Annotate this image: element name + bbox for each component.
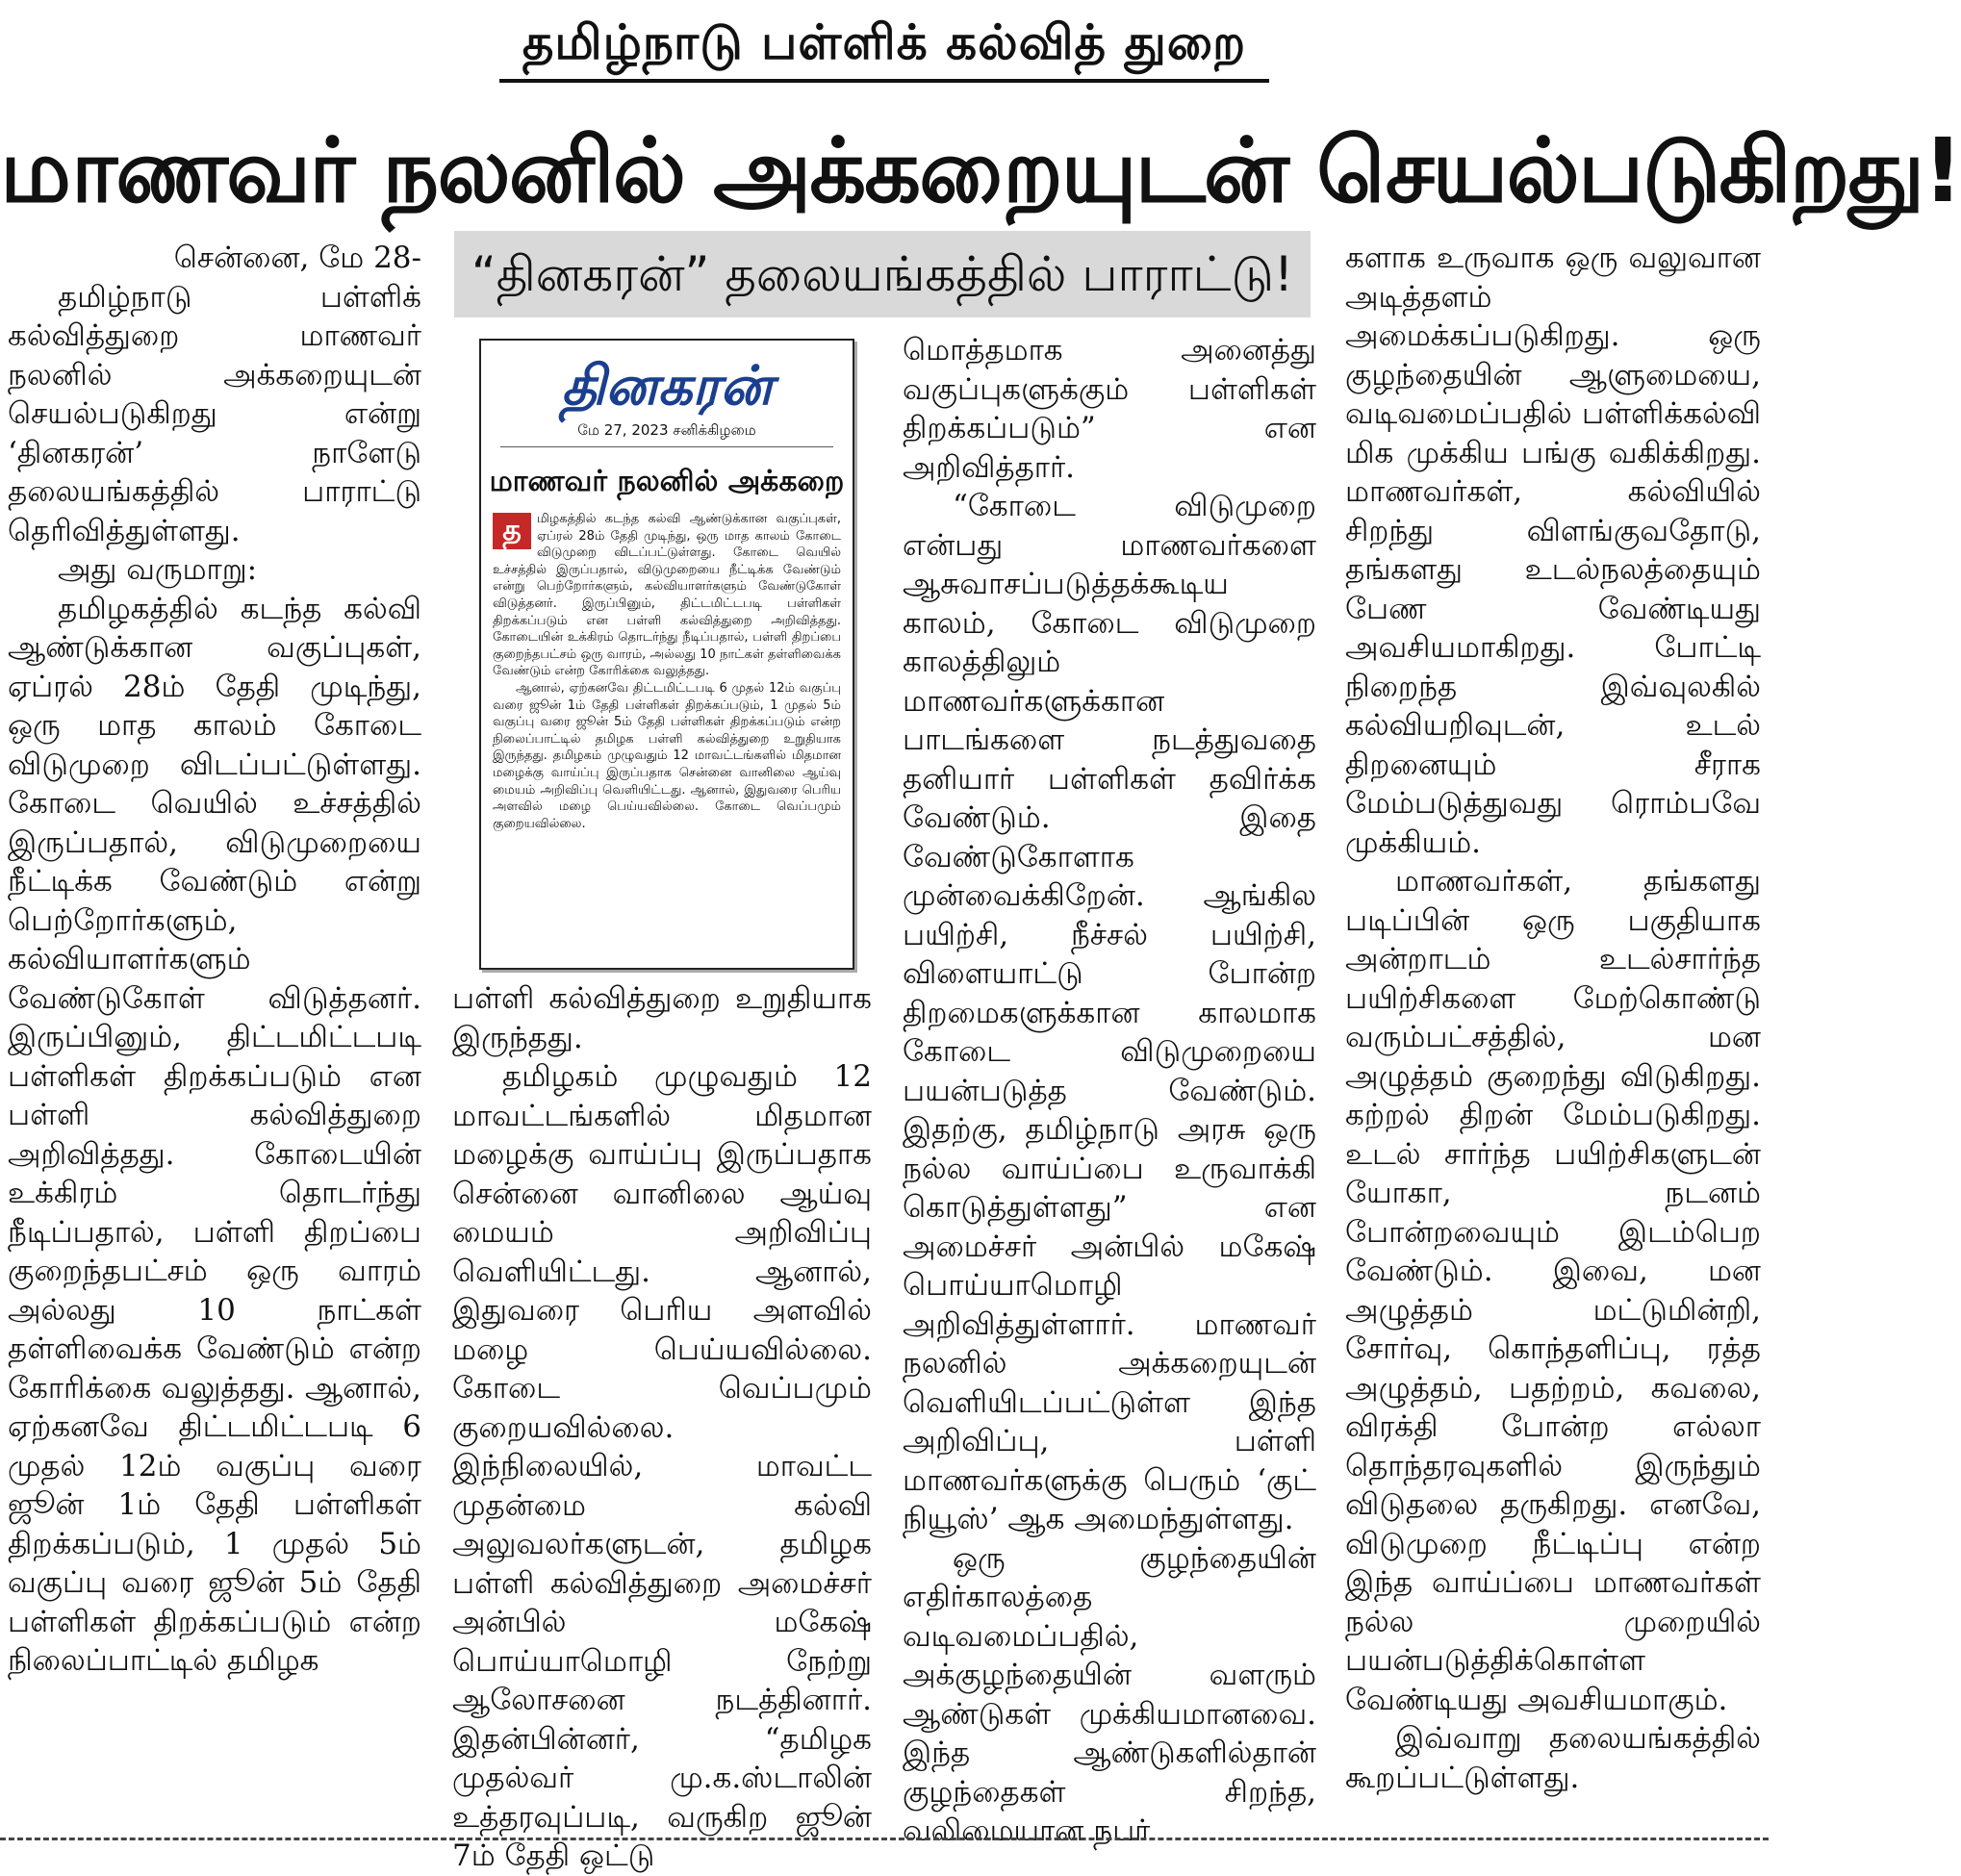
main-headline: மாணவர் நலனில் அக்கறையுடன் செயல்படுகிறது! [0, 119, 1961, 222]
kicker-text: தமிழ்நாடு பள்ளிக் கல்வித் துறை [499, 12, 1269, 83]
column-paragraph: ஒரு குழந்தையின் எதிர்காலத்தை வடிவமைப்பதில், அக்குழந்தையின் வளரும் ஆண்டுகள் முக்கியமானவை. இந்த ஆண்டுகளில்தான் குழந்தைகள் சிறந்த, வலிமையான நபர் [903, 1540, 1316, 1848]
subheadline-banner: “தினகரன்” தலையங்கத்தில் பாராட்டு! [454, 231, 1311, 317]
column-paragraph: அது வருமாறு: [58, 552, 258, 587]
clipping-title: மாணவர் நலனில் அக்கறை [489, 465, 845, 498]
article-column-3 [903, 331, 1316, 1848]
clipping-date: மே 27, 2023 சனிக்கிழமை [500, 421, 833, 447]
article-column-4 [1345, 239, 1761, 1826]
clipping-dropcap: த [493, 513, 531, 549]
section-kicker [0, 12, 1769, 83]
column-paragraph: பள்ளி கல்வித்துறை உறுதியாக இருந்தது. [452, 981, 872, 1055]
column-paragraph: “கோடை விடுமுறை என்பது மாணவர்களை ஆசுவாசப்படுத்தக்கூடிய காலம், கோடை விடுமுறை காலத்திலும் மாணவர்களுக்கான பாடங்களை நடத்துவதை தனியார் பள்ளிகள் தவிர்க்க வேண்டும். இதை வேண்டுகோளாக முன்வைக்கிறேன். ஆங்கில பயிற்சி, நீச்சல் பயிற்சி, விளையாட்டு போன்ற திறமைகளுக்கான காலமாக கோடை விடுமுறையை பயன்படுத்த வேண்டும். இதற்கு, தமிழ்நாடு அரசு ஒரு நல்ல வாய்ப்பை உருவாக்கி கொடுத்துள்ளது” என அமைச்சர் அன்பில் மகேஷ் பொய்யாமொழி அறிவித்துள்ளார். மாணவர் நலனில் அக்கறையுடன் வெளியிடப்பட்டுள்ள இந்த அறிவிப்பு, பள்ளி மாணவர்களுக்கு பெரும் ‘குட் நியூஸ்’ ஆக அமைந்துள்ளது. [903, 489, 1316, 1536]
clipping-paragraph: மிழகத்தில் கடந்த கல்வி ஆண்டுக்கான வகுப்புகள், ஏப்ரல் 28ம் தேதி முடிந்து, ஒரு மாத காலம் கோடை விடுமுறை விடப்பட்டுள்ளது. கோடை வெயில் உச்சத்தில் இருப்பதால், விடுமுறையை நீட்டிக்க வேண்டும் என்று பெற்றோர்களும், கல்வியாளர்களும் வேண்டுகோள் விடுத்தனர். இருப்பினும், திட்டமிட்டபடி பள்ளிகள் திறக்கப்படும் என பள்ளி கல்வித்துறை அறிவித்தது. கோடையின் உக்கிரம் தொடர்ந்து நீடிப்பதால், பள்ளி திறப்பை குறைந்தபட்சம் ஒரு வாரம், அல்லது 10 நாட்கள் தள்ளிவைக்க வேண்டும் என்ற கோரிக்கை வலுத்தது. [493, 512, 841, 679]
column-paragraph: களாக உருவாக ஒரு வலுவான அடித்தளம் அமைக்கப்படுகிறது. ஒரு குழந்தையின் ஆளுமையை, வடிவமைப்பதில் பள்ளிக்கல்வி மிக முக்கிய பங்கு வகிக்கிறது. மாணவர்கள், கல்வியில் சிறந்து விளங்குவதோடு, தங்களது உடல்நலத்தையும் பேண வேண்டியது அவசியமாகிறது. போட்டி நிறைந்த இவ்வுலகில் கல்வியறிவுடன், உடல் திறனையும் சீராக மேம்படுத்துவது ரொம்பவே முக்கியம். [1345, 241, 1761, 860]
article-column-1 [8, 239, 421, 1826]
column-paragraph: மாணவர்கள், தங்களது படிப்பின் ஒரு பகுதியாக அன்றாடம் உடல்சார்ந்த பயிற்சிகளை மேற்கொண்டு வரும்பட்சத்தில், மன அழுத்தம் குறைந்து விடுகிறது. கற்றல் திறன் மேம்படுகிறது. உடல் சார்ந்த பயிற்சிகளுடன் யோகா, நடனம் போன்றவையும் இடம்பெற வேண்டும். இவை, மன அழுத்தம் மட்டுமின்றி, சோர்வு, கொந்தளிப்பு, ரத்த அழுத்தம், பதற்றம், கவலை, விரக்தி போன்ற எல்லா தொந்தரவுகளில் இருந்தும் விடுதலை தருகிறது. எனவே, விடுமுறை நீட்டிப்பு என்ற இந்த வாய்ப்பை மாணவர்கள் நல்ல முறையில் பயன்படுத்திக்கொள்ள வேண்டியது அவசியமாகும். [1345, 864, 1761, 1717]
clipping-body [493, 511, 841, 832]
clipping-masthead-logo: தினகரன் [561, 355, 773, 418]
clipping-paragraph: ஆனால், ஏற்கனவே திட்டமிட்டபடி 6 முதல் 12ம் வகுப்பு வரை ஜூன் 1ம் தேதி பள்ளிகள் திறக்கப்படும், 1 முதல் 5ம் வகுப்பு வரை ஜூன் 5ம் தேதி பள்ளிகள் திறக்கப்படும் என்ற நிலைப்பாட்டில் தமிழக பள்ளி கல்வித்துறை உறுதியாக இருந்தது. தமிழகம் முழுவதும் 12 மாவட்டங்களில் மிதமான மழைக்கு வாய்ப்பு இருப்பதாக சென்னை வானிலை ஆய்வு மையம் அறிவிப்பு வெளியிட்டது. ஆனால், இதுவரை பெரிய அளவில் மழை பெய்யவில்லை. கோடை வெப்பமும் குறையவில்லை. [493, 680, 841, 831]
column-paragraph: தமிழ்நாடு பள்ளிக் கல்வித்துறை மாணவர் நலனில் அக்கறையுடன் செயல்படுகிறது என்று ‘தினகரன்’ நாளேடு தலையங்கத்தில் பாராட்டு தெரிவித்துள்ளது. [8, 279, 421, 548]
column-paragraph: இவ்வாறு தலையங்கத்தில் கூறப்பட்டுள்ளது. [1345, 1721, 1761, 1795]
article-column-2 [452, 979, 872, 1873]
column-paragraph: மொத்தமாக அனைத்து வகுப்புகளுக்கும் பள்ளிகள் திறக்கப்படும்” என அறிவித்தார். [903, 333, 1316, 485]
footer-dashed-rule [0, 1838, 1769, 1840]
newspaper-clipping-image [479, 339, 854, 970]
column-paragraph: தமிழகம் முழுவதும் 12 மாவட்டங்களில் மிதமான மழைக்கு வாய்ப்பு இருப்பதாக சென்னை வானிலை ஆய்வு மையம் அறிவிப்பு வெளியிட்டது. ஆனால், இதுவரை பெரிய அளவில் மழை பெய்யவில்லை. கோடை வெப்பமும் குறையவில்லை. இந்நிலையில், மாவட்ட முதன்மை கல்வி அலுவலர்களுடன், தமிழக பள்ளி கல்வித்துறை அமைச்சர் அன்பில் மகேஷ் பொய்யாமொழி நேற்று ஆலோசனை நடத்தினார். இதன்பின்னர், “தமிழக முதல்வர் மு.க.ஸ்டாலின் உத்தரவுப்படி, வருகிற ஜூன் 7ம் தேதி ஒட்டு [452, 1059, 872, 1873]
dateline: சென்னை, மே 28- [173, 241, 421, 275]
column-paragraph: தமிழகத்தில் கடந்த கல்வி ஆண்டுக்கான வகுப்புகள், ஏப்ரல் 28ம் தேதி முடிந்து, ஒரு மாத காலம் கோடை விடுமுறை விடப்பட்டுள்ளது. கோடை வெயில் உச்சத்தில் இருப்பதால், விடுமுறையை நீட்டிக்க வேண்டும் என்று பெற்றோர்களும், கல்வியாளர்களும் வேண்டுகோள் விடுத்தனர். இருப்பினும், திட்டமிட்டபடி பள்ளிகள் திறக்கப்படும் என பள்ளி கல்வித்துறை அறிவித்தது. கோடையின் உக்கிரம் தொடர்ந்து நீடிப்பதால், பள்ளி திறப்பை குறைந்தபட்சம் ஒரு வாரம் அல்லது 10 நாட்கள் தள்ளிவைக்க வேண்டும் என்ற கோரிக்கை வலுத்தது. ஆனால், ஏற்கனவே திட்டமிட்டபடி 6 முதல் 12ம் வகுப்பு வரை ஜூன் 1ம் தேதி பள்ளிகள் திறக்கப்படும், 1 முதல் 5ம் வகுப்பு வரை ஜூன் 5ம் தேதி பள்ளிகள் திறக்கப்படும் என்ற நிலைப்பாட்டில் தமிழக [8, 591, 421, 1678]
